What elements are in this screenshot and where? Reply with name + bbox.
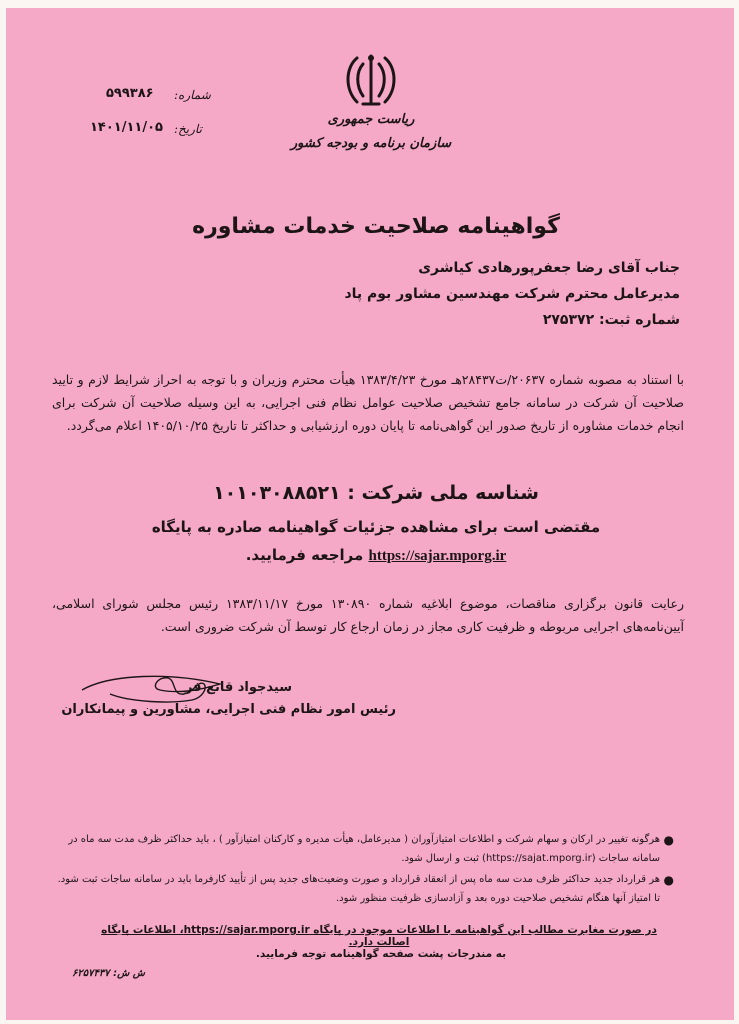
number-value: ۵۹۹۳۸۶	[106, 86, 154, 101]
gov-line-organization: سازمان برنامه و بودجه کشور	[290, 136, 452, 151]
signatory-title: رئیس امور نظام فنی اجرایی، مشاورین و پیمانکاران	[61, 702, 396, 717]
page-title: گواهینامه صلاحیت خدمات مشاوره	[192, 214, 560, 239]
list-item: ● هرگونه تغییر در ارکان و سهام شرکت و اطلاعات امتیازآوران ( مدیرعامل، هیأت مدیره و کارکنان امتیازآور ) ، باید حداکثر ظرف مدت سه ماه در سامانه ساجات (https://sajat.mporg.ir) ثبت و ارسال شود.	[68, 833, 674, 864]
serial-number: ش ش: ۶۲۵۷۴۳۷	[72, 968, 145, 979]
authenticity-note: در صورت مغایرت مطالب این گواهینامه با اطلاعات موجود در پایگاه https://sajar.mporg.ir، اطلاعات پایگاه اصالت دارد.	[101, 924, 657, 948]
registration-number: شماره ثبت: ۲۷۵۳۷۲	[542, 312, 680, 328]
recipient-name: جناب آقای رضا جعفرپورهادی کیاشری	[418, 260, 680, 276]
iran-emblem-icon	[343, 52, 399, 110]
visit-line	[86, 546, 666, 565]
body-paragraph: با استناد به مصوبه شماره ۲۰۶۳۷/ت۲۸۴۳۷هـ مورخ ۱۳۸۳/۴/۲۳ هیأت محترم وزیران و با توجه به احراز شرایط لازم و تایید صلاحیت آن شرکت در سامانه جامع تشخیص صلاحیت عوامل نظام فنی اجرایی، به این وسیله صلاحیت آن شرکت برای انجام خدمات مشاوره از تاریخ صدور این گواهی‌نامه تا پایان دوره ارزشیابی و حداکثر تا تاریخ ۱۴۰۵/۱۰/۲۵ اعلام می‌گردد.	[52, 372, 685, 433]
certificate-sheet	[6, 8, 734, 1020]
compliance-paragraph: رعایت قانون برگزاری مناقصات، موضوع ابلاغیه شماره ۱۳۰۸۹۰ مورخ ۱۳۸۳/۱۱/۱۷ رئیس مجلس شورای اسلامی، آیین‌نامه‌های اجرایی مربوطه و ظرفیت کاری مجاز در زمان ارجاع کار توسط آن شرکت ضروری است.	[52, 596, 684, 634]
recipient-position: مدیرعامل محترم شرکت مهندسین مشاور بوم پاد	[344, 286, 680, 302]
date-label: تاریخ:	[174, 122, 202, 136]
signatory-name: سیدجواد قانع فر	[184, 680, 292, 695]
sajar-link[interactable]: https://sajar.mporg.ir	[368, 548, 507, 564]
back-page-note: به مندرجات پشت صفحه گواهینامه توجه فرمایید.	[255, 948, 507, 960]
number-label: شماره:	[174, 88, 211, 102]
gov-line-presidency: ریاست جمهوری	[327, 112, 415, 127]
visit-text: مراجعه فرمایید.	[245, 546, 364, 564]
date-value: ۱۴۰۱/۱۱/۰۵	[90, 120, 163, 135]
list-item: ● هر قرارداد جدید حداکثر ظرف مدت سه ماه پس از انعقاد قرارداد و صورت وضعیت‌های جدید پس از تأیید کارفرما باید در سامانه ساجات ثبت شود. تا امتیاز آنها هنگام تشخیص صلاحیت دوره بعد و آزادسازی ظرفیت منظور شود.	[57, 873, 674, 904]
national-id: شناسه ملی شرکت : ۱۰۱۰۳۰۸۸۵۲۱	[213, 482, 539, 504]
details-note: مقتضی است برای مشاهده جزئیات گواهینامه صادره به پایگاه	[151, 518, 601, 536]
notes-list	[54, 830, 674, 910]
